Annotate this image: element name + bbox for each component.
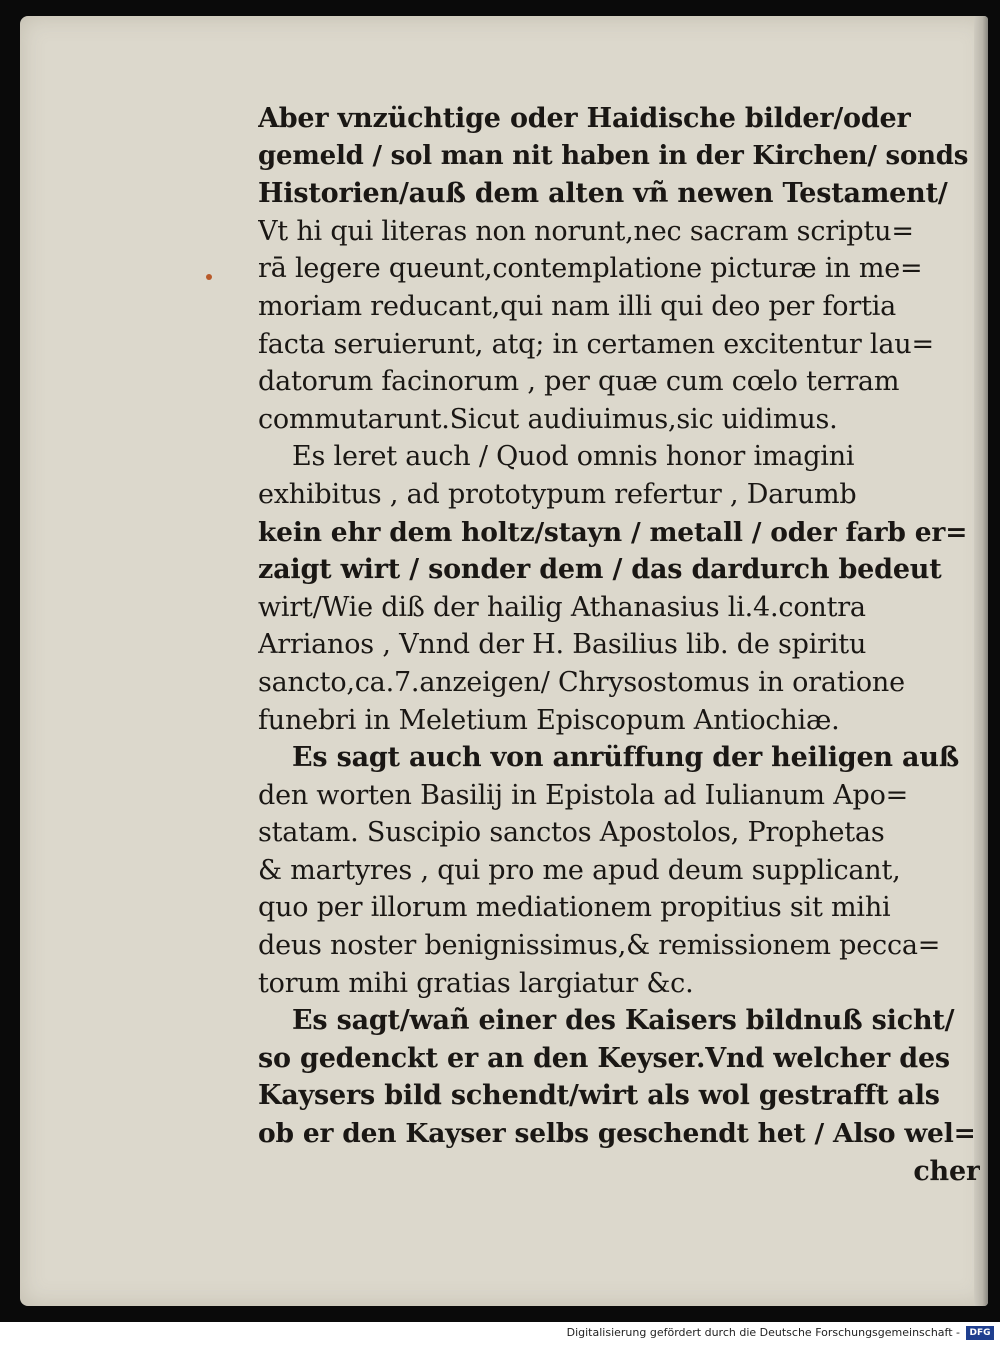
- text-line: exhibitus , ad prototypum refertur , Darumb: [258, 478, 857, 510]
- text-line: deus noster benignissimus,& remissionem pecca=: [258, 930, 941, 962]
- text-line: Arrianos , Vnnd der H. Basilius lib. de spiritu: [258, 629, 867, 661]
- text-line: commutarunt.Sicut audiuimus,sic uidimus.: [258, 403, 838, 435]
- text-line: kein ehr dem holtz/stayn / metall / oder farb er=: [258, 516, 968, 548]
- paragraph-start-line: Es sagt auch von anrüffung der heiligen auß: [292, 742, 960, 774]
- text-line: datorum facinorum , per quæ cum cœlo terram: [258, 366, 900, 398]
- text-line: rā legere queunt,contemplatione picturæ in me=: [258, 253, 923, 285]
- text-line: so gedenckt er an den Keyser.Vnd welcher des: [258, 1042, 950, 1074]
- catchword: cher: [913, 1155, 980, 1187]
- digitization-credit: Digitalisierung gefördert durch die Deutsche Forschungsgemeinschaft -: [566, 1326, 960, 1339]
- text-line: sancto,ca.7.anzeigen/ Chrysostomus in oratione: [258, 666, 905, 698]
- page-text: [258, 100, 980, 1190]
- text-line: Vt hi qui literas non norunt,nec sacram scriptu=: [258, 215, 914, 247]
- text-line: Aber vnzüchtige oder Haidische bilder/oder: [258, 103, 911, 134]
- dfg-logo[interactable]: DFG: [966, 1326, 994, 1340]
- text-line: moriam reducant,qui nam illi qui deo per fortia: [258, 290, 897, 322]
- text-line: funebri in Meletium Episcopum Antiochiæ.: [258, 704, 840, 736]
- text-line: den worten Basilij in Epistola ad Iulianum Apo=: [258, 779, 909, 811]
- text-line: torum mihi gratias largiatur &c.: [258, 967, 694, 999]
- footer-bar: [0, 1322, 1000, 1345]
- text-line: gemeld / sol man nit haben in der Kirchen/ sonds: [258, 140, 969, 171]
- text-line: ob er den Kayser selbs geschendt het / Also wel=: [258, 1118, 976, 1150]
- text-line: zaigt wirt / sonder dem / das dardurch bedeut: [258, 554, 942, 586]
- text-line: facta seruierunt, atq; in certamen excitentur lau=: [258, 328, 934, 360]
- text-line: Historien/auß dem alten vñ newen Testament/: [258, 178, 948, 210]
- text-line: Kaysers bild schendt/wirt als wol gestrafft als: [258, 1080, 940, 1112]
- text-line: quo per illorum mediationem propitius sit mihi: [258, 892, 891, 924]
- paragraph-start-line: Es sagt/wañ einer des Kaisers bildnuß sicht/: [292, 1005, 955, 1037]
- text-line: wirt/Wie diß der hailig Athanasius li.4.contra: [258, 591, 866, 623]
- ink-spot: [206, 274, 212, 280]
- book-page: [20, 16, 988, 1306]
- text-line: statam. Suscipio sanctos Apostolos, Prophetas: [258, 817, 885, 849]
- text-line: & martyres , qui pro me apud deum supplicant,: [258, 854, 901, 886]
- paragraph-start-line: Es leret auch / Quod omnis honor imagini: [292, 441, 855, 473]
